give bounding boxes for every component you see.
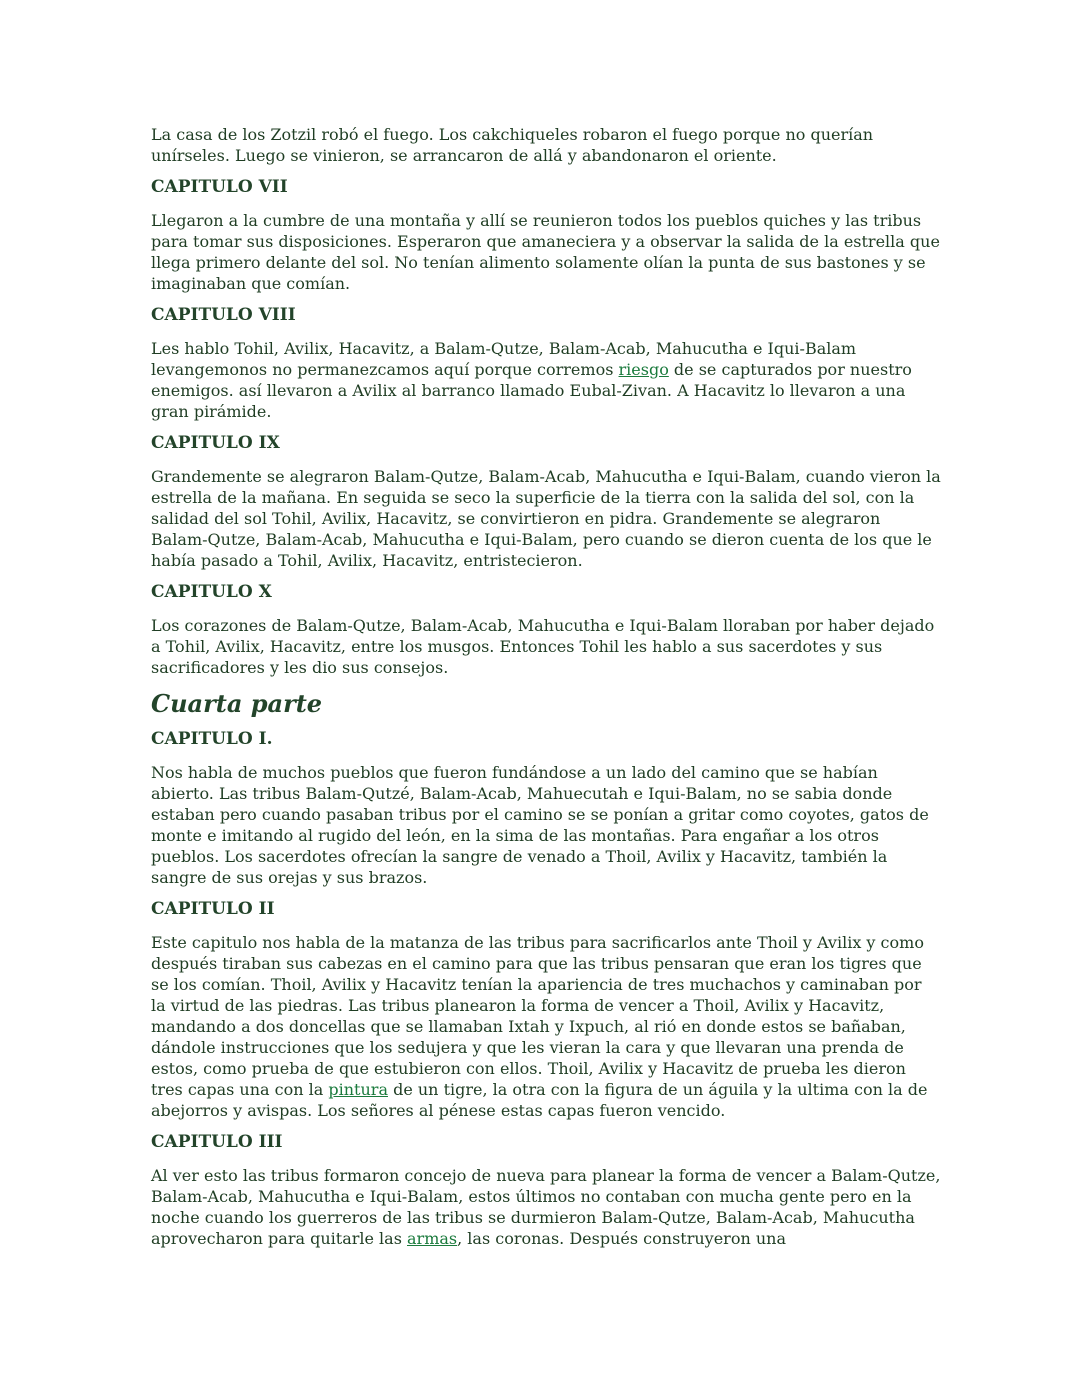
text-segment: Los corazones de Balam-Qutze, Balam-Acab, Mahucutha e Iqui-Balam lloraban por haber dejado a Tohil, Avilix, Hacavitz, entre los musgos. Entonces Tohil les hablo a sus sacerdotes y sus sacrificadores y les dio sus consejos. [151,616,935,677]
paragraph [151,338,941,422]
chapter-heading-capitulo-x: CAPITULO X [151,582,272,602]
chapter-heading-capitulo-ix: CAPITULO IX [151,433,280,453]
text-segment: Les hablo Tohil, Avilix, Hacavitz, a Balam-Qutze, Balam-Acab, Mahucutha e Iqui-Balam levangemonos no permanezcamos aquí porque corremos [151,339,857,379]
paragraph [151,210,941,294]
paragraph [151,615,941,678]
link-pintura[interactable]: pintura [328,1080,388,1099]
paragraph [151,466,941,571]
text-segment: Al ver esto las tribus formaron concejo de nueva para planear la forma de vencer a Balam-Qutze, Balam-Acab, Mahucutha e Iqui-Balam, estos últimos no contaban con mucha gente pero en la noche cuando los guerreros de las tribus se durmieron Balam-Qutze, Balam-Acab, Mahucutha aprovecharon para quitarle las [151,1166,941,1248]
part-heading-cuarta-parte: Cuarta parte [151,689,323,718]
text-segment: de un tigre, la otra con la figura de un águila y la ultima con la de abejorros y avispas. Los señores al pénese estas capas fueron vencido. [151,1080,928,1120]
text-segment: Llegaron a la cumbre de una montaña y allí se reunieron todos los pueblos quiches y las tribus para tomar sus disposiciones. Esperaron que amaneciera y a observar la salida de la estrella que llega primero delante del sol. No tenían alimento solamente olían la punta de sus bastones y se imaginaban que comían. [151,211,940,293]
chapter-heading-capitulo-iii: CAPITULO III [151,1132,283,1152]
text-segment: Grandemente se alegraron Balam-Qutze, Balam-Acab, Mahucutha e Iqui-Balam, cuando vieron la estrella de la mañana. En seguida se seco la superficie de la tierra con la salida del sol, con la salidad del sol Tohil, Avilix, Hacavitz, se convirtieron en pidra. Grandemente se alegraron Balam-Qutze, Balam-Acab, Mahucutha e Iqui-Balam, pero cuando se dieron cuenta de los que le había pasado a Tohil, Avilix, Hacavitz, entristecieron. [151,467,941,570]
text-segment: Nos habla de muchos pueblos que fueron fundándose a un lado del camino que se habían abierto. Las tribus Balam-Qutzé, Balam-Acab, Mahuecutah e Iqui-Balam, no se sabia donde estaban pero cuando pasaban tribus por el camino se se ponían a gritar como coyotes, gatos de monte e imitando al rugido del león, en la sima de las montañas. Para engañar a los otros pueblos. Los sacerdotes ofrecían la sangre de venado a Thoil, Avilix y Hacavitz, también la sangre de sus orejas y sus brazos. [151,763,929,887]
paragraph [151,762,941,888]
paragraph [151,932,941,1121]
chapter-heading-capitulo-i: CAPITULO I. [151,729,273,749]
text-segment: Este capitulo nos habla de la matanza de las tribus para sacrificarlos ante Thoil y Avilix y como después tiraban sus cabezas en el camino para que las tribus pensaran que eran los tigres que se los comían. Thoil, Avilix y Hacavitz tenían la apariencia de tres muchachos y caminaban por la virtud de las piedras. Las tribus planearon la forma de vencer a Thoil, Avilix y Hacavitz, mandando a dos doncellas que se llamaban Ixtah y Ixpuch, al rió en donde estos se bañaban, dándole instrucciones que los sedujera y que les vieran la cara y que llevaran una prenda de estos, como prueba de que estubieron con ellos. Thoil, Avilix y Hacavitz de prueba les dieron tres capas una con la [151,933,924,1099]
link-armas[interactable]: armas [407,1229,458,1248]
link-riesgo[interactable]: riesgo [618,360,669,379]
document-body [151,124,941,1260]
chapter-heading-capitulo-ii: CAPITULO II [151,899,275,919]
chapter-heading-capitulo-viii: CAPITULO VIII [151,305,296,325]
text-segment: , las coronas. Después construyeron una [457,1229,786,1248]
paragraph [151,124,941,166]
text-segment: de se capturados por nuestro enemigos. así llevaron a Avilix al barranco llamado Eubal-Zivan. A Hacavitz lo llevaron a una gran pirámide. [151,360,912,421]
chapter-heading-capitulo-vii: CAPITULO VII [151,177,288,197]
text-segment: La casa de los Zotzil robó el fuego. Los cakchiqueles robaron el fuego porque no querían unírseles. Luego se vinieron, se arrancaron de allá y abandonaron el oriente. [151,125,874,165]
paragraph [151,1165,941,1249]
